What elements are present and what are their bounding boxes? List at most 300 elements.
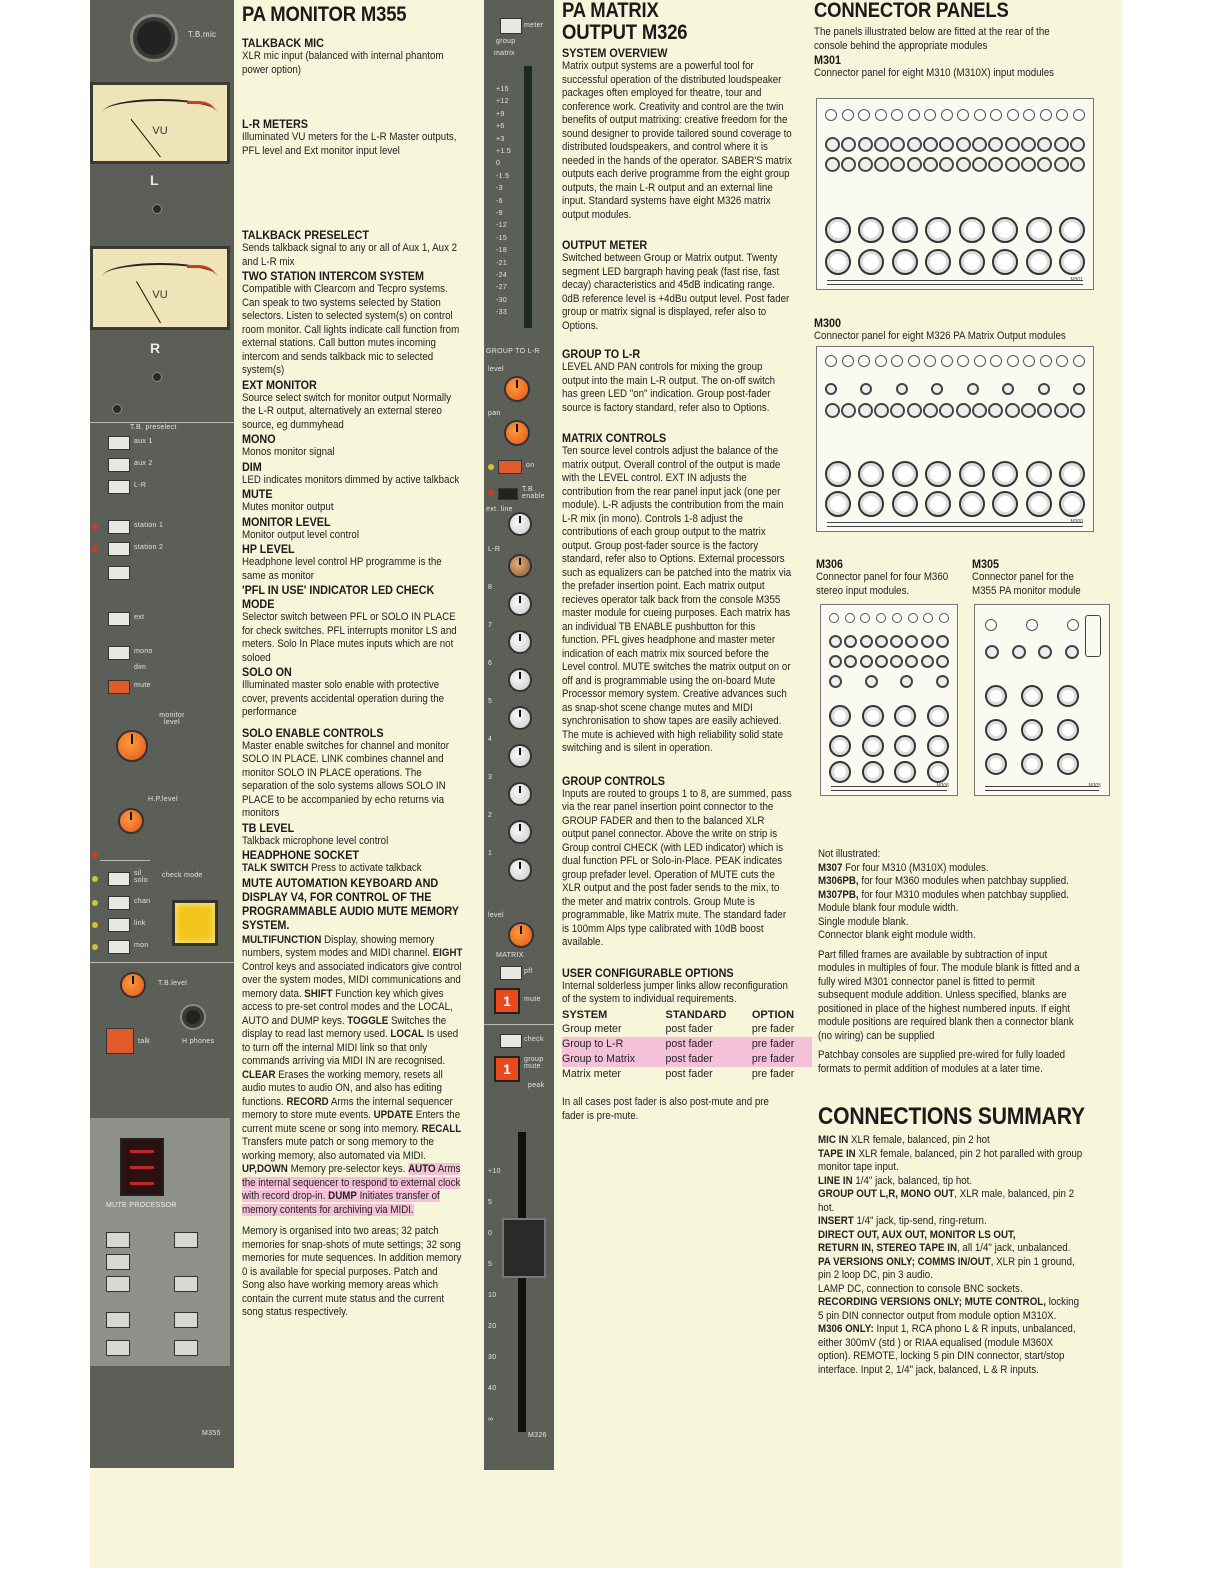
jack-socket <box>858 157 873 172</box>
matrix-level-label: level <box>488 912 504 919</box>
clear-text: Erases the working memory, resets all audio mutes to audio ON, and also has editing functions. <box>242 1068 443 1108</box>
jack-socket <box>1070 137 1085 152</box>
aux2-button[interactable] <box>108 458 130 472</box>
lr-meters-text: Illuminated VU meters for the L-R Master outputs, PFL level and Ext monitor input level <box>242 131 457 157</box>
output-meter-heading: OUTPUT METER <box>562 238 648 252</box>
ext-line-label: ext. line <box>486 506 513 513</box>
ext-button[interactable] <box>108 612 130 626</box>
meter-scale-label: -1.5 <box>496 172 510 180</box>
jack-socket <box>936 635 949 648</box>
mic-in-heading: MIC IN <box>818 1134 849 1146</box>
xlr-connector <box>894 761 916 783</box>
matrix-source-knob-1[interactable] <box>508 858 532 882</box>
xlr-connector <box>959 491 985 517</box>
jack-socket <box>1021 137 1036 152</box>
jack-socket <box>890 635 903 648</box>
jack-socket <box>939 137 954 152</box>
mounting-hole <box>941 355 953 367</box>
down-key[interactable] <box>174 1340 198 1356</box>
aux1-label: aux 1 <box>134 438 153 445</box>
memory-text: Memory is organised into two areas; 32 patch memories for snap-shots of mute settings; 32 song memories for mute sequences. In addition memory 0 is available for special purposes. Patch and Song also have working memory areas which contain the current mute status and the current song status respectively. <box>242 1225 462 1318</box>
solo-on-heading: SOLO ON <box>242 665 292 679</box>
jack-socket <box>875 655 888 668</box>
jack-socket <box>1021 403 1036 418</box>
two-station-heading: TWO STATION INTERCOM SYSTEM <box>242 269 424 283</box>
table-header: STANDARD <box>665 1008 727 1021</box>
mute-processor-panel <box>90 1118 230 1366</box>
mounting-hole <box>1023 109 1035 121</box>
jack-socket <box>844 635 857 648</box>
shift-key[interactable] <box>174 1276 198 1292</box>
jack-socket <box>841 157 856 172</box>
jack-socket <box>907 137 922 152</box>
h-phones-label: H phones <box>182 1038 215 1045</box>
xlr-connector <box>959 461 985 487</box>
m307pb-heading: M307PB, <box>818 888 859 901</box>
mon-button[interactable] <box>108 940 130 954</box>
jack-socket <box>1054 403 1069 418</box>
fader-scale-label: 5 <box>488 1199 493 1206</box>
xlr-connector <box>1026 461 1052 487</box>
meter-scale-label: -12 <box>496 222 508 230</box>
insert-text: 1/4" jack, tip-send, ring-return. <box>856 1215 987 1227</box>
ext-line-knob[interactable] <box>508 512 532 536</box>
group-to-lr-heading: GROUP TO L-R <box>562 347 641 361</box>
mounting-hole <box>1040 355 1052 367</box>
chan-button[interactable] <box>108 896 130 910</box>
not-illustrated-block <box>818 848 1108 1377</box>
jack-socket <box>1021 157 1036 172</box>
connector-intro: The panels illustrated below are fitted at the rear of the console behind the appropriate modules <box>814 26 1050 52</box>
station2-button[interactable] <box>108 542 130 556</box>
jack-socket <box>988 137 1003 152</box>
vu-meter-right <box>90 246 230 330</box>
jack-socket <box>923 403 938 418</box>
pa-matrix-title-line2: OUTPUT M326 <box>562 21 688 44</box>
jack-socket <box>956 137 971 152</box>
jack-socket <box>936 655 949 668</box>
mounting-hole <box>1073 109 1085 121</box>
tb-enable-label: T.B. enable <box>522 486 545 500</box>
record-heading: RECORD <box>286 1095 329 1108</box>
matrix-source-label: 4 <box>488 736 493 743</box>
ext-monitor-heading: EXT MONITOR <box>242 377 317 392</box>
group-label: group <box>496 38 516 45</box>
mounting-hole <box>825 109 837 121</box>
meter-scale-label: +3 <box>496 135 505 143</box>
xlr-connector <box>829 705 851 727</box>
column-pa-matrix <box>562 0 812 1123</box>
matrix-source-label: 8 <box>488 584 493 591</box>
xlr-connector <box>1057 685 1079 707</box>
group-mute-button[interactable]: 1 <box>494 1056 520 1082</box>
m307pb-text: for four M310 modules when patchbay supplied. <box>861 888 1069 901</box>
table-cell: Group meter <box>562 1023 622 1035</box>
table-cell: post fader <box>665 1023 713 1035</box>
mono-label: mono <box>134 648 153 655</box>
lr-matrix-knob[interactable] <box>508 554 532 578</box>
recording-versions-text: locking 5 pin DIN connector output from module option M310X. <box>818 1296 1080 1322</box>
user-options-heading: USER CONFIGURABLE OPTIONS <box>562 965 734 980</box>
m300-text: Connector panel for eight M326 PA Matrix Output modules <box>814 330 1066 342</box>
xlr-connector <box>959 217 985 243</box>
group-controls-text: Inputs are routed to groups 1 to 8, are summed, pass via the rear panel insertion point connector to the GROUP FADER and then to the balanced XLR output panel connector. Above the write on strip is Group control CHECK (with LED indicator) which is dual function PFL or Solo-in-Place. PEAK indicates group prefader level. Operation of MUTE cuts the XLR output and the post fader sends to the mix, to the meter and matrix controls. Group Mute is programmable, like Matrix mute. The standard fader is 100mm Alps type calibrated with 10dB boost available. <box>562 787 792 948</box>
dim-label: dim <box>134 664 147 671</box>
recording-versions-heading: RECORDING VERSIONS ONLY; MUTE CONTROL, <box>818 1296 1046 1308</box>
m300-panel-drawing <box>816 346 1094 532</box>
jack-socket <box>972 137 987 152</box>
m305-heading: M305 <box>972 557 1000 571</box>
xlr-connector <box>1059 491 1085 517</box>
xlr-connector <box>894 705 916 727</box>
xlr-connector <box>1021 719 1043 741</box>
xlr-connector <box>892 491 918 517</box>
table-cell: post fader <box>666 1052 752 1067</box>
talkback-mic-xlr <box>130 14 178 62</box>
xlr-connector <box>1059 217 1085 243</box>
xlr-connector <box>985 719 1007 741</box>
m307-heading: M307 <box>818 861 843 874</box>
call-button[interactable] <box>108 566 130 580</box>
mounting-hole <box>842 109 854 121</box>
xlr-connector <box>985 753 1007 775</box>
check-mode-label: check mode <box>162 872 203 879</box>
station1-button[interactable] <box>108 520 130 534</box>
patchbay-text: Patchbay consoles are supplied pre-wired for fully loaded formats to permit addition of modules at a later time. <box>818 1049 1066 1075</box>
jack-socket <box>921 655 934 668</box>
mounting-hole <box>892 613 902 623</box>
xlr-connector <box>1021 685 1043 707</box>
hp-level-heading: HP LEVEL <box>242 542 295 556</box>
matrix-level-knob[interactable] <box>508 922 534 948</box>
jack-socket <box>1012 645 1026 659</box>
vu-meter-left <box>90 82 230 164</box>
jack-socket <box>1070 157 1085 172</box>
jack-socket <box>905 655 918 668</box>
jack-socket <box>988 403 1003 418</box>
jack-socket <box>956 403 971 418</box>
jack-socket <box>860 635 873 648</box>
meter-scale-label: -33 <box>496 309 508 317</box>
jack-socket <box>985 645 999 659</box>
on-label: on <box>526 462 535 469</box>
table-cell: Group to Matrix <box>562 1052 666 1067</box>
hp-level-knob[interactable] <box>118 808 144 834</box>
recall-key[interactable] <box>106 1312 130 1328</box>
jack-socket <box>890 137 905 152</box>
sil-solo-label: sil solo <box>134 870 149 884</box>
pa-monitor-title: PA MONITOR M355 <box>242 3 407 26</box>
fader-scale-label: 30 <box>488 1354 497 1361</box>
jack-socket <box>860 383 872 395</box>
recall-heading: RECALL <box>421 1122 462 1135</box>
brochure-page <box>90 0 1122 1568</box>
check-label: check <box>524 1036 544 1043</box>
jack-socket <box>858 403 873 418</box>
tb-preselect-heading: TALKBACK PRESELECT <box>242 228 370 242</box>
mute-heading: MUTE <box>242 487 273 501</box>
local-text: Is used to turn off the internal MIDI link so that only commands arriving via MIDI IN are recognised. <box>242 1028 459 1067</box>
xlr-connector <box>927 705 949 727</box>
jack-socket <box>988 157 1003 172</box>
matrix-source-knob-2[interactable] <box>508 820 532 844</box>
xlr-connector <box>892 249 918 275</box>
meter-scale-label: -15 <box>496 234 508 242</box>
meter-scale-label: -3 <box>496 185 503 193</box>
clear-key[interactable] <box>174 1232 198 1248</box>
mounting-hole <box>908 109 920 121</box>
lamp-dc-text: LAMP DC, connection to console BNC sockets. <box>818 1282 1023 1295</box>
monitor-level-label: monitor level <box>159 712 185 726</box>
talk-label: talk <box>138 1038 151 1045</box>
mute-label: mute <box>524 996 541 1003</box>
group-to-lr-level-knob[interactable] <box>504 376 530 402</box>
shift-heading: SHIFT <box>304 987 333 1000</box>
return-in-text: , all 1/4" jack, unbalanced. <box>956 1242 1071 1254</box>
tb-enable-button[interactable] <box>498 488 518 500</box>
xlr-connector <box>1059 461 1085 487</box>
group-to-lr-on-button[interactable] <box>498 460 522 474</box>
matrix-source-knob-5[interactable] <box>508 706 532 730</box>
mounting-hole <box>860 613 870 623</box>
chan-label: chan <box>134 898 151 905</box>
solo-on-button[interactable] <box>172 900 218 946</box>
direct-out-heading: DIRECT OUT, AUX OUT, MONITOR LS OUT, <box>818 1228 1016 1241</box>
jack-socket <box>1038 645 1052 659</box>
connector-panels-title: CONNECTOR PANELS <box>814 0 1009 22</box>
on-led <box>488 464 494 470</box>
lr-label: L-R <box>134 482 147 489</box>
xlr-connector <box>1021 753 1043 775</box>
m305-panel-drawing <box>974 604 1110 796</box>
xlr-connector <box>829 761 851 783</box>
jack-socket <box>841 137 856 152</box>
solo-led <box>92 876 98 882</box>
m300-heading: M300 <box>814 316 842 330</box>
toggle-key[interactable] <box>106 1232 130 1248</box>
hp-socket-heading: HEADPHONE SOCKET <box>242 848 360 862</box>
mute-processor-label: MUTE PROCESSOR <box>106 1202 177 1209</box>
meter-scale-label: 0 <box>496 160 501 168</box>
meter-scale-label: +15 <box>496 86 509 93</box>
mounting-hole <box>1067 619 1079 631</box>
matrix-mute-button[interactable]: 1 <box>494 988 520 1014</box>
matrix-source-knob-3[interactable] <box>508 782 532 806</box>
jack-socket <box>825 403 840 418</box>
mounting-hole <box>1040 109 1052 121</box>
jack-socket <box>1037 157 1052 172</box>
xlr-connector <box>862 705 884 727</box>
matrix-source-knob-6[interactable] <box>508 668 532 692</box>
meter-letter-l: L <box>150 172 159 188</box>
xlr-connector <box>927 761 949 783</box>
xlr-connector <box>858 491 884 517</box>
matrix-label: matrix <box>494 50 515 57</box>
jack-socket <box>874 403 889 418</box>
lr-meters-heading: L-R METERS <box>242 117 309 131</box>
mounting-hole <box>875 355 887 367</box>
tb-level-knob[interactable] <box>120 972 146 998</box>
meter-scale-label: +1.5 <box>496 148 512 155</box>
pan-label: pan <box>488 410 501 417</box>
jack-socket <box>936 675 949 688</box>
group-check-button[interactable] <box>500 1034 522 1048</box>
xlr-connector <box>825 249 851 275</box>
xlr-connector <box>925 217 951 243</box>
m306-caption <box>816 557 962 598</box>
m306-heading: M306 <box>816 557 844 571</box>
mounting-hole <box>891 355 903 367</box>
monitor-level-knob[interactable] <box>116 730 148 762</box>
jack-socket <box>1002 383 1014 395</box>
column-pa-monitor <box>242 4 482 1320</box>
screw <box>152 204 162 214</box>
m306-only-text: Input 1, RCA phono L & R inputs, unbalanced, either 300mV (std ) or RIAA equalised (module M360X option). REMOTE, locking 5 pin DIN connector, start/stop interface. Input 2, 1/4" jack, balanced, L & R inputs. <box>818 1323 1076 1376</box>
mounting-hole <box>990 355 1002 367</box>
update-key[interactable] <box>174 1312 198 1328</box>
mon-label: mon <box>134 942 149 949</box>
jack-socket <box>1054 137 1069 152</box>
sil-solo-button[interactable] <box>108 872 130 886</box>
meter-scale-label: -21 <box>496 259 508 267</box>
tb-preselect-label: T.B. preselect <box>130 424 177 431</box>
update-text: Enters the current mute scene or song into memory. <box>242 1109 461 1135</box>
xlr-connector <box>894 735 916 757</box>
solo-enable-heading: SOLO ENABLE CONTROLS <box>242 725 384 740</box>
talk-button[interactable] <box>106 1028 134 1054</box>
table-cell: pre fader <box>752 1052 812 1067</box>
m306-panel-drawing <box>820 604 958 796</box>
talkback-mic-heading: TALKBACK MIC <box>242 36 324 50</box>
m305-panel-label: M305 <box>1088 783 1101 789</box>
xlr-connector <box>925 461 951 487</box>
jack-socket <box>825 157 840 172</box>
jack-socket <box>1005 157 1020 172</box>
line-in-heading: LINE IN <box>818 1174 853 1187</box>
mounting-hole <box>845 613 855 623</box>
jack-socket <box>844 655 857 668</box>
jack-socket <box>923 157 938 172</box>
table-cell: post fader <box>666 1037 752 1052</box>
mounting-hole <box>1073 355 1085 367</box>
group-fader-cap[interactable] <box>502 1218 546 1278</box>
user-options-text: Internal solderless jumper links allow reconfiguration of the system to individual requirements. <box>562 979 788 1005</box>
table-row <box>562 1067 812 1082</box>
lr-button[interactable] <box>108 480 130 494</box>
pfl-in-use-led <box>92 852 98 858</box>
matrix-source-knob-8[interactable] <box>508 592 532 616</box>
table-header: SYSTEM <box>562 1008 608 1021</box>
jack-socket <box>890 403 905 418</box>
mono-button[interactable] <box>108 646 130 660</box>
fader-scale-label: 10 <box>488 1292 497 1299</box>
group-to-lr-label: GROUP TO L-R <box>486 348 540 355</box>
matrix-source-knob-7[interactable] <box>508 630 532 654</box>
output-meter-text: Switched between Group or Matrix output. Twenty segment LED bargraph having peak (fast rise, fast decay) characteristics and 45dB indicating range. 0dB reference level is +4dBu output level. Post fader group or matrix signal is displayed, refer also to Options. <box>562 252 790 332</box>
matrix-source-knob-4[interactable] <box>508 744 532 768</box>
jack-socket <box>900 675 913 688</box>
aux1-button[interactable] <box>108 436 130 450</box>
two-station-text: Compatible with Clearcom and Tecpro systems. Can speak to two systems selected by Station selectors. Listen to selected system(s) on control room monitor. Call lights indicate call function from external stations. Call button mutes incoming intercom and sends talkback mic to selected system(s) <box>242 283 460 376</box>
headphone-socket[interactable] <box>180 1004 206 1030</box>
matrix-source-label: 6 <box>488 660 493 667</box>
shift-text: Function key which gives access to pre-set control modes and the LOCAL, AUTO and DUMP keys. <box>242 987 453 1027</box>
mounting-hole <box>1056 109 1068 121</box>
jack-socket <box>1005 403 1020 418</box>
mounting-hole <box>842 355 854 367</box>
m306-only-heading: M306 ONLY: <box>818 1323 874 1335</box>
up-key[interactable] <box>106 1340 130 1356</box>
xlr-connector <box>1057 753 1079 775</box>
local-key[interactable] <box>106 1254 130 1270</box>
jack-socket <box>972 403 987 418</box>
record-text: Arms the internal sequencer memory to store mute events. <box>242 1095 453 1121</box>
pfl-heading: 'PFL IN USE' INDICATOR LED CHECK MODE <box>242 583 435 611</box>
m305-caption <box>972 557 1102 598</box>
meter-scale-label: +9 <box>496 110 505 118</box>
m306pb-heading: M306PB, <box>818 875 859 887</box>
return-in-heading: RETURN IN, STEREO TAPE IN <box>818 1242 957 1254</box>
mounting-hole <box>825 355 837 367</box>
fader-scale-label: +10 <box>488 1168 501 1175</box>
mounting-hole <box>858 355 870 367</box>
fader-scale-label: 0 <box>488 1230 493 1237</box>
matrix-source-label: L-R <box>488 546 501 553</box>
xlr-connector <box>858 217 884 243</box>
mute-label: mute <box>134 682 151 689</box>
table-row <box>562 1052 812 1067</box>
level-label: level <box>488 366 504 373</box>
jack-socket <box>905 635 918 648</box>
mute-button[interactable] <box>108 680 130 694</box>
matrix-pfl-button[interactable] <box>500 966 522 980</box>
xlr-connector <box>959 249 985 275</box>
xlr-connector <box>1026 249 1052 275</box>
pfl-label: pfl <box>524 968 533 975</box>
clear-heading: CLEAR <box>242 1068 276 1081</box>
mounting-hole <box>908 613 918 623</box>
line-in-text: 1/4" jack, balanced, tip hot. <box>855 1174 973 1187</box>
mounting-hole <box>1056 355 1068 367</box>
table-row <box>562 1037 812 1052</box>
group-to-lr-pan-knob[interactable] <box>504 420 530 446</box>
mic-in-text: XLR female, balanced, pin 2 hot <box>851 1134 990 1146</box>
jack-socket <box>907 403 922 418</box>
meter-scale-label: -27 <box>496 284 508 292</box>
toggle-text: Switches the display to read last memory used. <box>242 1014 447 1040</box>
record-key[interactable] <box>106 1276 130 1292</box>
aux2-label: aux 2 <box>134 460 153 467</box>
table-row <box>562 1022 812 1037</box>
jack-socket <box>825 383 837 395</box>
station1-call-led <box>92 524 98 530</box>
mounting-hole <box>974 109 986 121</box>
not-illustrated-heading: Not illustrated: <box>818 848 881 860</box>
solo-on-text: Illuminated master solo enable with protective cover, prevents accidental operation during the performance <box>242 679 445 718</box>
m326-module-strip <box>484 0 554 1470</box>
link-led <box>92 922 98 928</box>
m305-text: Connector panel for the M355 PA monitor module <box>972 571 1081 597</box>
dump-heading: DUMP <box>328 1190 357 1202</box>
options-table <box>562 1009 812 1083</box>
eight-text: Control keys and associated indicators give control over the system modes, MIDI communications and memory data. <box>242 960 462 1000</box>
link-button[interactable] <box>108 918 130 932</box>
mounting-hole <box>1007 355 1019 367</box>
jack-socket <box>1005 137 1020 152</box>
meter-select-button[interactable] <box>500 18 522 34</box>
jack-socket <box>931 383 943 395</box>
auto-heading: AUTO <box>408 1163 436 1175</box>
